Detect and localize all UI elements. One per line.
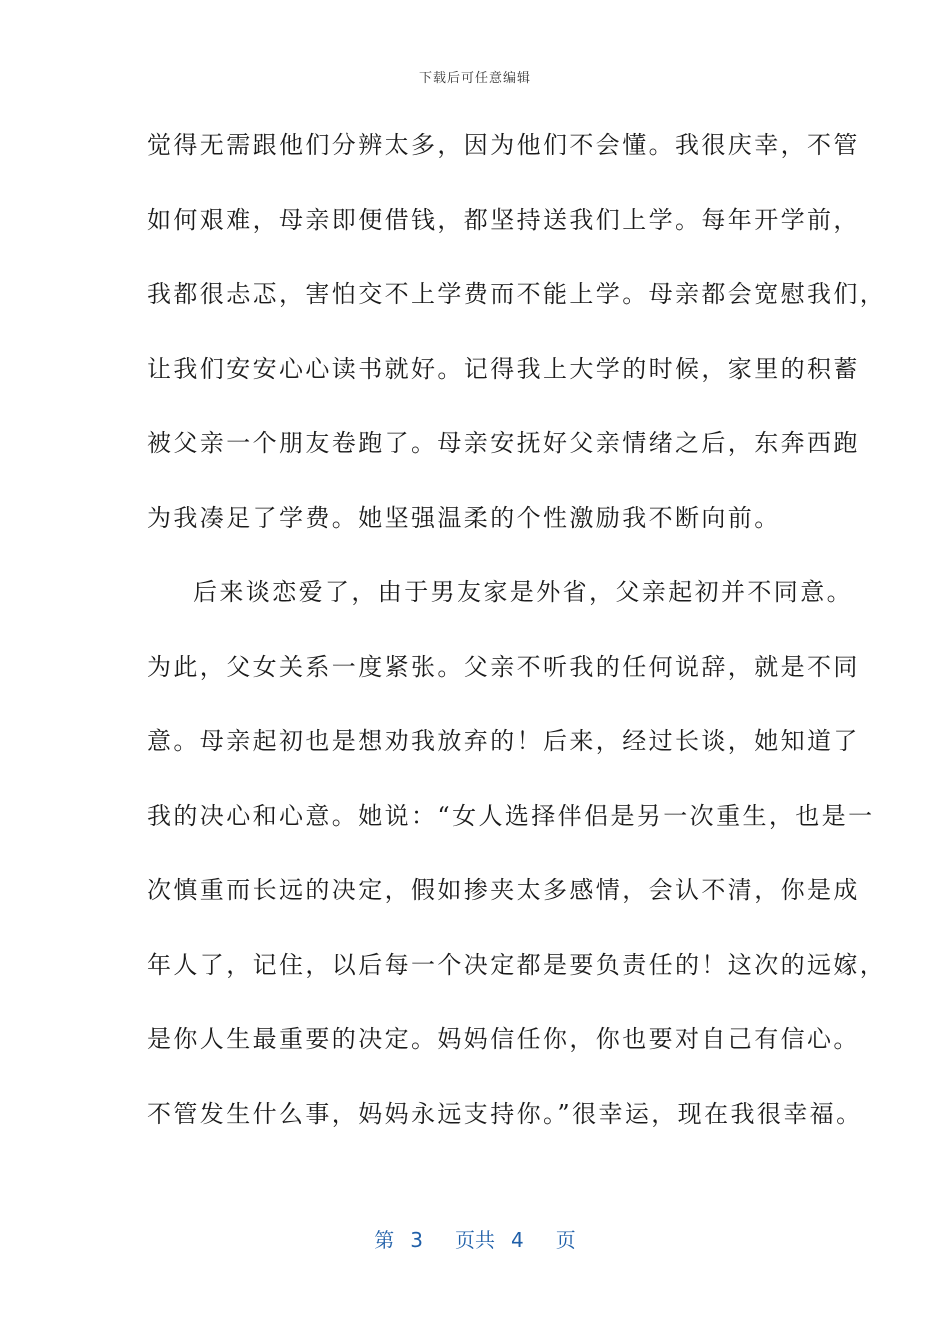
- paragraph-line: 我的决心和心意。她说：“女人选择伴侣是另一次重生，也是一: [147, 801, 875, 830]
- page-label-prefix: 第: [374, 1228, 395, 1252]
- page-label-suffix: 页: [555, 1228, 576, 1252]
- paragraph-line-indented: 后来谈恋爱了，由于男友家是外省，父亲起初并不同意。: [193, 578, 853, 606]
- body-text: [147, 118, 887, 1161]
- total-page-number: 4: [511, 1228, 524, 1252]
- paragraph-line: 被父亲一个朋友卷跑了。母亲安抚好父亲情绪之后，东奔西跑: [147, 429, 860, 457]
- paragraph-line: 次慎重而长远的决定，假如掺夹太多感情，会认不清，你是成: [147, 876, 860, 904]
- page-label-mid: 页共: [455, 1228, 495, 1252]
- paragraph-line: 不管发生什么事，妈妈永远支持你。”很幸运，现在我很幸福。: [147, 1099, 863, 1128]
- header-note: 下载后可任意编辑: [418, 71, 531, 86]
- page-footer: [0, 1224, 950, 1253]
- paragraph-line: 让我们安安心心读书就好。记得我上大学的时候，家里的积蓄: [147, 354, 860, 383]
- paragraph-line: 我都很忐忑，害怕交不上学费而不能上学。母亲都会宽慰我们，: [147, 280, 887, 308]
- paragraph-line: 为我凑足了学费。她坚强温柔的个性激励我不断向前。: [147, 503, 781, 532]
- paragraph-line: 为此，父女关系一度紧张。父亲不听我的任何说辞，就是不同: [147, 652, 860, 681]
- current-page-number: 3: [410, 1228, 423, 1252]
- paragraph-line: 意。母亲起初也是想劝我放弃的！后来，经过长谈，她知道了: [147, 727, 860, 755]
- paragraph-line: 觉得无需跟他们分辨太多，因为他们不会懂。我很庆幸，不管: [147, 131, 860, 159]
- paragraph-line: 年人了，记住，以后每一个决定都是要负责任的！这次的远嫁，: [147, 950, 887, 979]
- paragraph-line: 如何艰难，母亲即便借钱，都坚持送我们上学。每年开学前，: [147, 205, 860, 234]
- paragraph-line: 是你人生最重要的决定。妈妈信任你，你也要对自己有信心。: [147, 1025, 860, 1053]
